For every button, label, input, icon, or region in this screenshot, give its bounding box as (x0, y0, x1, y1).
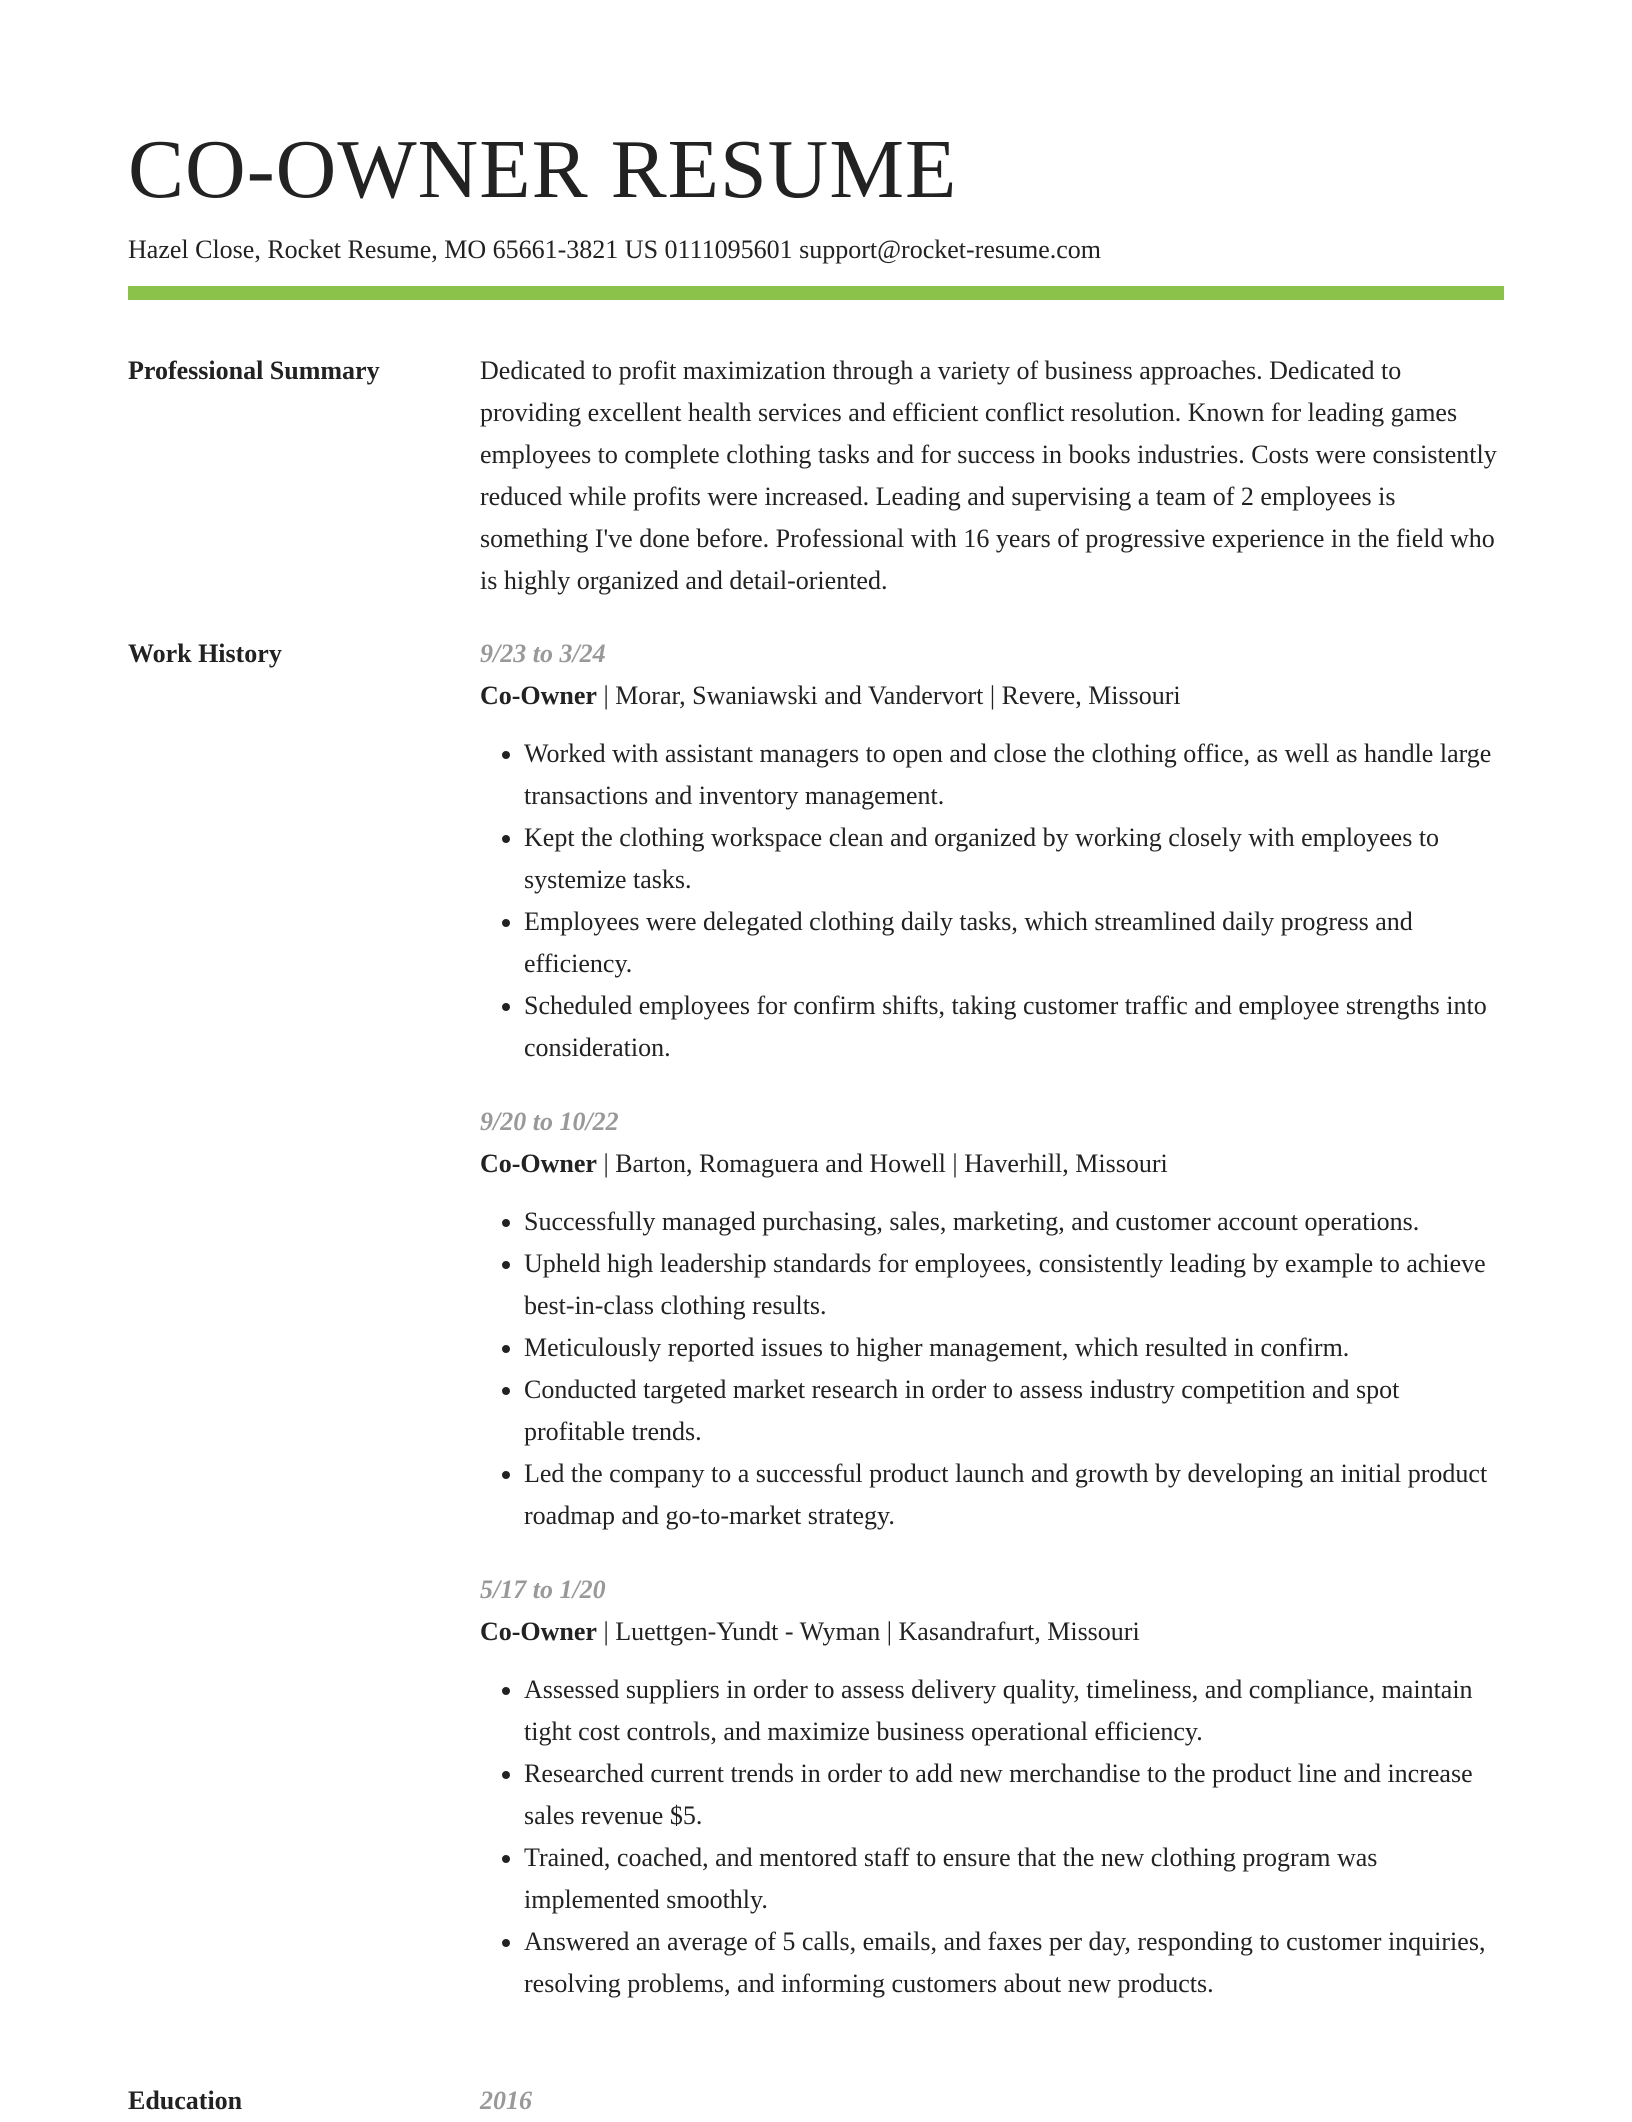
job-heading (480, 1611, 1504, 1653)
summary-label: Professional Summary (128, 356, 380, 385)
summary-body (480, 350, 1504, 602)
job-bullet: • Scheduled employees for confirm shifts, taking customer traffic and employee strengths into consideration. (524, 985, 1504, 1069)
job-bullet: • Successfully managed purchasing, sales, marketing, and customer account operations. (524, 1201, 1504, 1243)
job-title: Co-Owner (480, 681, 597, 710)
job-employer-location: | Morar, Swaniawski and Vandervort | Revere, Missouri (596, 681, 1181, 710)
work-history-label: Work History (128, 639, 282, 668)
job-employer-location: | Barton, Romaguera and Howell | Haverhill, Missouri (596, 1149, 1168, 1178)
job-bullet: • Upheld high leadership standards for employees, consistently leading by example to achieve best-in-class clothing results. (524, 1243, 1504, 1327)
education-label: Education (128, 2086, 243, 2115)
job-dates: 9/23 to 3/24 (480, 639, 606, 668)
job-bullet: • Worked with assistant managers to open and close the clothing office, as well as handle large transactions and inventory management. (524, 733, 1504, 817)
job-bullet: • Trained, coached, and mentored staff to ensure that the new clothing program was implemented smoothly. (524, 1837, 1504, 1921)
job-bullet: • Kept the clothing workspace clean and organized by working closely with employees to systemize tasks. (524, 817, 1504, 901)
education-body (480, 2080, 1504, 2122)
job-bullet: • Employees were delegated clothing daily tasks, which streamlined daily progress and efficiency. (524, 901, 1504, 985)
job-entry (480, 1101, 1504, 1537)
job-bullets (480, 733, 1504, 1069)
job-bullets (480, 1201, 1504, 1537)
summary-text: Dedicated to profit maximization through a variety of business approaches. Dedicated to providing excellent health services and efficient conflict resolution. Known for leading games employees to complete clothing tasks and for success in books industries. Costs were consistently reduced while profits were increased. Leading and supervising a team of 2 employees is something I've done before. Professional with 16 years of progressive experience in the field who is highly organized and detail-oriented. (480, 356, 1497, 595)
job-employer-location: | Luettgen-Yundt - Wyman | Kasandrafurt, Missouri (596, 1617, 1140, 1646)
job-dates: 9/20 to 10/22 (480, 1107, 619, 1136)
job-heading (480, 1143, 1504, 1185)
header-divider (128, 286, 1504, 300)
job-bullet: • Answered an average of 5 calls, emails, and faxes per day, responding to customer inquiries, resolving problems, and informing customers about new products. (524, 1921, 1504, 2005)
work-history-body (480, 633, 1504, 2037)
job-entry (480, 633, 1504, 1069)
job-title: Co-Owner (480, 1617, 597, 1646)
education-year: 2016 (480, 2086, 532, 2115)
contact-line: Hazel Close, Rocket Resume, MO 65661-3821 US 0111095601 support@rocket-resume.com (128, 235, 1102, 264)
job-title: Co-Owner (480, 1149, 597, 1178)
job-dates: 5/17 to 1/20 (480, 1575, 606, 1604)
job-bullet: • Led the company to a successful product launch and growth by developing an initial product roadmap and go-to-market strategy. (524, 1453, 1504, 1537)
job-bullet: • Conducted targeted market research in order to assess industry competition and spot profitable trends. (524, 1369, 1504, 1453)
job-heading (480, 675, 1504, 717)
job-entry (480, 1569, 1504, 2005)
job-bullet: • Meticulously reported issues to higher management, which resulted in confirm. (524, 1327, 1504, 1369)
job-bullet: • Assessed suppliers in order to assess delivery quality, timeliness, and compliance, maintain tight cost controls, and maximize business operational efficiency. (524, 1669, 1504, 1753)
job-bullet: • Researched current trends in order to add new merchandise to the product line and increase sales revenue $5. (524, 1753, 1504, 1837)
job-bullets (480, 1669, 1504, 2005)
resume-title: CO-OWNER RESUME (128, 123, 958, 216)
